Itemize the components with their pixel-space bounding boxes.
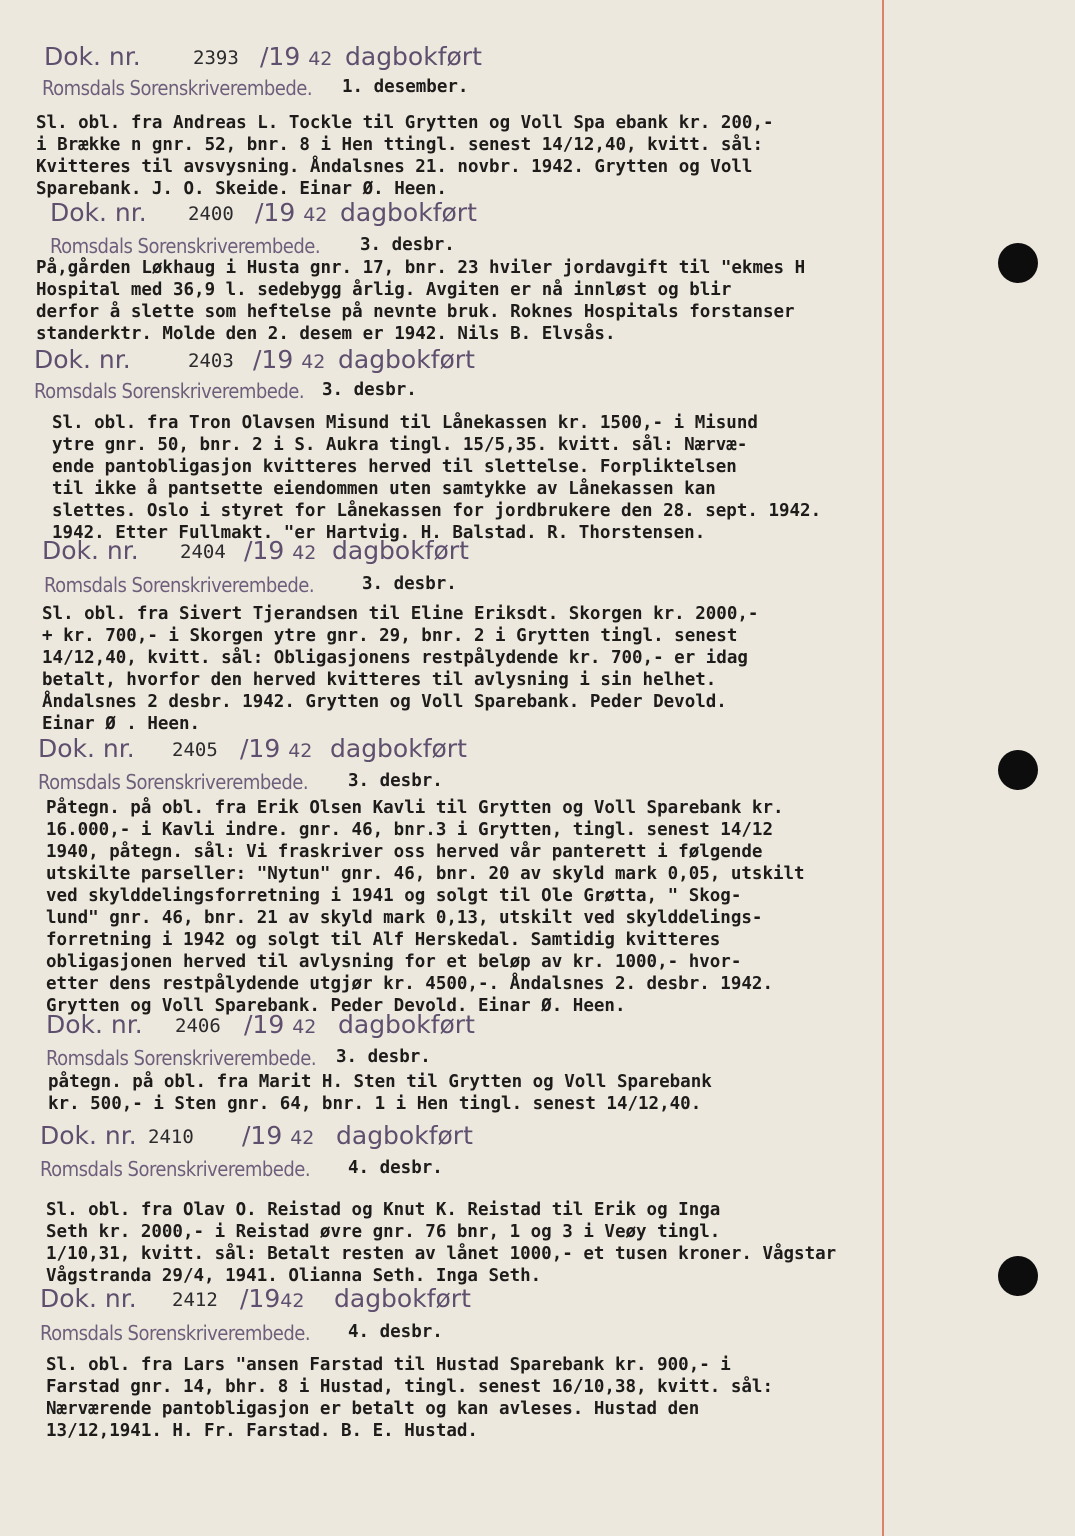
dagbokfort-stamp: dagbokført <box>340 198 477 227</box>
text-line: På,gården Løkhaug i Husta gnr. 17, bnr. 23 hviler jordavgift til "ekmes H <box>36 258 806 278</box>
dagbok-stamp <box>0 734 1075 768</box>
document-entry <box>0 734 1075 1017</box>
entry-text <box>0 603 1075 735</box>
document-entry <box>0 1010 1075 1115</box>
year-stamp <box>242 1121 314 1150</box>
dagbokfort-stamp: dagbokført <box>332 536 469 565</box>
entry-date: 4. desbr. <box>348 1158 443 1178</box>
year-prefix: /19 <box>240 734 281 763</box>
year-stamp <box>240 734 312 763</box>
dok-number: 2406 <box>175 1015 221 1037</box>
entry-text <box>0 112 1075 200</box>
entry-text <box>0 412 1075 544</box>
text-line: kr. 500,- i Sten gnr. 64, bnr. 1 i Hen tingl. senest 14/12,40. <box>48 1094 702 1114</box>
text-line: Farstad gnr. 14, bhr. 8 i Hustad, tingl. senest 16/10,38, kvitt. sål: <box>46 1377 773 1397</box>
text-line: Sl. obl. fra Sivert Tjerandsen til Eline Eriksdt. Skorgen kr. 2000,- <box>42 604 759 624</box>
text-line: ytre gnr. 50, bnr. 2 i S. Aukra tingl. 15/5,35. kvitt. sål: Nærvæ- <box>52 435 748 455</box>
year-prefix: /19 <box>242 1121 283 1150</box>
year-stamp <box>253 345 325 374</box>
text-line: Grytten og Voll Sparebank. Peder Devold. Einar Ø. Heen. <box>46 996 626 1016</box>
office-stamp: Romsdals Sorenskriverembede. <box>44 573 315 597</box>
office-stamp: Romsdals Sorenskriverembede. <box>38 770 309 794</box>
year-prefix: /19 <box>260 42 301 71</box>
text-line: ved skylddelingsforretning i 1941 og solgt til Ole Grøtta, " Skog- <box>46 886 742 906</box>
year-prefix: /19 <box>255 198 296 227</box>
year-stamp <box>260 42 332 71</box>
dok-number: 2410 <box>148 1126 194 1148</box>
dagbok-stamp <box>0 536 1075 570</box>
text-line: Nærværende pantobligasjon er betalt og kan avleses. Hustad den <box>46 1399 700 1419</box>
office-line <box>0 1157 1075 1183</box>
dok-number: 2412 <box>172 1289 218 1311</box>
year-suffix: 42 <box>280 1290 305 1312</box>
year-suffix: 42 <box>292 542 317 564</box>
text-line: 1942. Etter Fullmakt. "er Hartvig. H. Balstad. R. Thorstensen. <box>52 523 706 543</box>
text-line: Sl. obl. fra Lars "ansen Farstad til Hustad Sparebank kr. 900,- i <box>46 1355 731 1375</box>
text-line: Sl. obl. fra Tron Olavsen Misund til Lånekassen kr. 1500,- i Misund <box>52 413 758 433</box>
text-line: + kr. 700,- i Skorgen ytre gnr. 29, bnr. 2 i Grytten tingl. senest <box>42 626 738 646</box>
year-prefix: /19 <box>253 345 294 374</box>
text-line: utskilte parseller: "Nytun" gnr. 46, bnr. 20 av skyld mark 0,05, utskilt <box>46 864 805 884</box>
entry-date: 3. desbr. <box>362 574 457 594</box>
dagbokfort-stamp: dagbokført <box>338 1010 475 1039</box>
office-line <box>0 1321 1075 1347</box>
document-entry <box>0 198 1075 345</box>
document-entry <box>0 536 1075 735</box>
text-line: Påtegn. på obl. fra Erik Olsen Kavli til Grytten og Voll Sparebank kr. <box>46 798 784 818</box>
entry-text <box>0 257 1075 345</box>
year-suffix: 42 <box>292 1016 317 1038</box>
year-stamp <box>240 1284 304 1313</box>
dagbok-stamp <box>0 345 1075 379</box>
text-line: Kvitteres til avsvysning. Åndalsnes 21. novbr. 1942. Grytten og Voll <box>36 157 753 177</box>
year-stamp <box>255 198 327 227</box>
dok-label: Dok. nr. <box>40 1121 137 1150</box>
office-stamp: Romsdals Sorenskriverembede. <box>40 1321 311 1345</box>
entry-text <box>0 1354 1075 1442</box>
year-stamp <box>244 1010 316 1039</box>
entry-date: 3. desbr. <box>360 235 455 255</box>
office-stamp: Romsdals Sorenskriverembede. <box>46 1046 317 1070</box>
dagbokfort-stamp: dagbokført <box>330 734 467 763</box>
text-line: etter dens restpålydende utgjør kr. 4500,-. Åndalsnes 2. desbr. 1942. <box>46 974 773 994</box>
year-suffix: 42 <box>308 48 333 70</box>
dagbok-stamp <box>0 42 1075 76</box>
dok-label: Dok. nr. <box>38 734 135 763</box>
text-line: 14/12,40, kvitt. sål: Obligasjonens restpålydende kr. 700,- er idag <box>42 648 748 668</box>
document-entry <box>0 42 1075 200</box>
entry-date: 1. desember. <box>342 77 469 97</box>
text-line: 16.000,- i Kavli indre. gnr. 46, bnr.3 i Grytten, tingl. senest 14/12 <box>46 820 773 840</box>
dok-label: Dok. nr. <box>34 345 131 374</box>
text-line: Åndalsnes 2 desbr. 1942. Grytten og Voll Sparebank. Peder Devold. <box>42 692 727 712</box>
office-stamp: Romsdals Sorenskriverembede. <box>40 1157 311 1181</box>
text-line: obligasjonen herved til avlysning for et beløp av kr. 1000,- hvor- <box>46 952 742 972</box>
document-entry <box>0 345 1075 544</box>
dok-label: Dok. nr. <box>44 42 141 71</box>
text-line: Vågstranda 29/4, 1941. Olianna Seth. Inga Seth. <box>46 1266 542 1286</box>
dagbok-stamp <box>0 1284 1075 1318</box>
text-line: lund" gnr. 46, bnr. 21 av skyld mark 0,13, utskilt ved skylddelings- <box>46 908 763 928</box>
text-line: derfor å slette som heftelse på nevnte bruk. Roknes Hospitals forstanser <box>36 302 795 322</box>
entry-date: 3. desbr. <box>336 1047 431 1067</box>
dok-label: Dok. nr. <box>46 1010 143 1039</box>
dok-label: Dok. nr. <box>50 198 147 227</box>
text-line: standerktr. Molde den 2. desem er 1942. Nils B. Elvsås. <box>36 324 616 344</box>
entry-date: 3. desbr. <box>348 771 443 791</box>
text-line: Einar Ø . Heen. <box>42 714 201 734</box>
dok-number: 2404 <box>180 541 226 563</box>
text-line: betalt, hvorfor den herved kvitteres til avlysning i sin helhet. <box>42 670 717 690</box>
document-entry <box>0 1121 1075 1287</box>
year-suffix: 42 <box>301 351 326 373</box>
office-line <box>0 1046 1075 1072</box>
dok-label: Dok. nr. <box>40 1284 137 1313</box>
year-suffix: 42 <box>288 740 313 762</box>
dok-number: 2393 <box>193 47 239 69</box>
dagbok-stamp <box>0 198 1075 232</box>
entry-text <box>0 797 1075 1017</box>
text-line: slettes. Oslo i styret for Lånekassen for jordbrukere den 28. sept. 1942. <box>52 501 822 521</box>
year-stamp <box>244 536 316 565</box>
year-prefix: /19 <box>240 1284 281 1313</box>
dok-number: 2403 <box>188 350 234 372</box>
dok-number: 2400 <box>188 203 234 225</box>
document-entry <box>0 1284 1075 1442</box>
text-line: Sl. obl. fra Andreas L. Tockle til Grytten og Voll Spa ebank kr. 200,- <box>36 113 774 133</box>
dagbokfort-stamp: dagbokført <box>345 42 482 71</box>
office-stamp: Romsdals Sorenskriverembede. <box>42 76 313 100</box>
dok-number: 2405 <box>172 739 218 761</box>
dok-label: Dok. nr. <box>42 536 139 565</box>
dagbokfort-stamp: dagbokført <box>336 1121 473 1150</box>
text-line: 1940, påtegn. sål: Vi fraskriver oss herved vår panterett i følgende <box>46 842 763 862</box>
office-line <box>0 379 1075 405</box>
office-stamp: Romsdals Sorenskriverembede. <box>50 234 321 258</box>
text-line: ende pantobligasjon kvitteres herved til slettelse. Forpliktelsen <box>52 457 737 477</box>
text-line: til ikke å pantsette eiendommen uten samtykke av Lånekassen kan <box>52 479 716 499</box>
text-line: forretning i 1942 og solgt til Alf Herskedal. Samtidig kvitteres <box>46 930 721 950</box>
entry-date: 3. desbr. <box>322 380 417 400</box>
text-line: Hospital med 36,9 l. sedebygg årlig. Avgiten er nå innløst og blir <box>36 280 732 300</box>
text-line: i Brække n gnr. 52, bnr. 8 i Hen ttingl. senest 14/12,40, kvitt. sål: <box>36 135 763 155</box>
year-prefix: /19 <box>244 1010 285 1039</box>
entry-text <box>0 1071 1075 1115</box>
text-line: 13/12,1941. H. Fr. Farstad. B. E. Hustad. <box>46 1421 478 1441</box>
office-stamp: Romsdals Sorenskriverembede. <box>34 379 305 403</box>
text-line: påtegn. på obl. fra Marit H. Sten til Grytten og Voll Sparebank <box>48 1072 712 1092</box>
dagbokfort-stamp: dagbokført <box>338 345 475 374</box>
year-suffix: 42 <box>303 204 328 226</box>
office-line <box>0 573 1075 599</box>
office-line <box>0 76 1075 102</box>
text-line: 1/10,31, kvitt. sål: Betalt resten av lånet 1000,- et tusen kroner. Vågstar <box>46 1244 837 1264</box>
entry-date: 4. desbr. <box>348 1322 443 1342</box>
text-line: Sl. obl. fra Olav O. Reistad og Knut K. Reistad til Erik og Inga <box>46 1200 721 1220</box>
year-prefix: /19 <box>244 536 285 565</box>
text-line: Sparebank. J. O. Skeide. Einar Ø. Heen. <box>36 179 447 199</box>
dagbok-stamp <box>0 1121 1075 1155</box>
text-line: Seth kr. 2000,- i Reistad øvre gnr. 76 bnr, 1 og 3 i Veøy tingl. <box>46 1222 721 1242</box>
entry-text <box>0 1199 1075 1287</box>
dagbokfort-stamp: dagbokført <box>334 1284 471 1313</box>
year-suffix: 42 <box>290 1127 315 1149</box>
dagbok-stamp <box>0 1010 1075 1044</box>
office-line <box>0 770 1075 796</box>
